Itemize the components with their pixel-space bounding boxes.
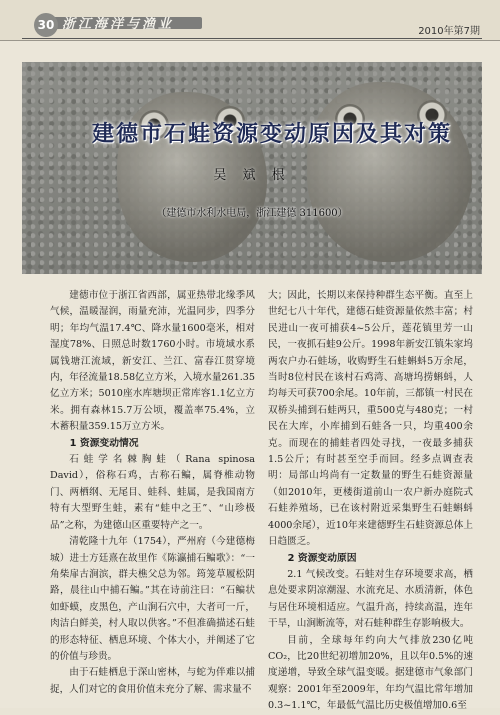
body-paragraph: 大；因此，长期以来保持种群生态平衡。直至上世纪七八十年代，建德石蛙资源量依然丰富；村民进山一夜可捕获4~5公斤，莲花镇里芳一山民，一夜抓石蛙9公斤。1998年新安江镇朱家坞两农户办石蛙场，收购野生石蛙蝌蚪5万余尾，当时8位村民在该村石鸡湾、高塘坞捞蝌蚪，人均每天可获700余尾。10年前，三都镇一村民在双桥头捕到石蛙两只，重500克与480克；一村民在大库，小库捕到石蛙各一只，均重400余克。而现在的捕蛙者四处寻找，一夜最多捕获1.5公斤；有时甚至空手而回。经多点调查表明：局部山坞尚有一定数量的野生石蛙资源量（如2010年，更楼街道前山一农户新办庭院式石蛙养殖场，已在该村附近采集野生石蛙蝌蚪4000余尾），近10年来建德野生石蛙资源总体上日趋匮乏。 xyxy=(268,290,473,548)
body-paragraph: 目前，全球每年约向大气排放230亿吨CO₂，比20世纪初增加20%，且以年0.5%的速度递增，导致全球气温变暖。据建德市气象部门观察：2001年至2009年，年均气温比常年增加0.3~1.1℃，年最低气温比历史极值增加0.6至 xyxy=(268,634,473,712)
page-number-badge: 30 xyxy=(34,13,58,37)
body-column-right xyxy=(268,288,473,715)
body-paragraph: 建德市位于浙江省西部，属亚热带北缘季风气候，温暖湿润，雨量充沛，光温同步，四季分明；年均气温17.4℃、降水量1600毫米，相对湿度78%、日照总时数1760小时。市境域水系属钱塘江流域，新安江、兰江、富春江贯穿境内，年径流量18.58亿立方米，入境水量261.35亿立方米；5010座水库塘坝正常库容1.1亿立方米。拥有森林15.7万公顷，覆盖率75.4%，立木蓄积量359.15万立方米。 xyxy=(50,290,255,433)
issue-label: 2010年第7期 xyxy=(418,26,480,37)
page-header xyxy=(0,0,500,41)
section-heading: 2 资源变动原因 xyxy=(287,552,357,564)
header-divider xyxy=(22,38,482,39)
author-affiliation: （建德市水利水电局，浙江建德 311600） xyxy=(156,208,348,219)
title-banner-photo xyxy=(22,62,482,274)
section-heading: 1 资源变动情况 xyxy=(69,437,139,449)
body-paragraph: 2.1 气候改变。石蛙对生存环境要求高，栖息处要求阴凉潮湿、水流充足、水质清新，体色与居住环境相适应。气温升高，持续高温，连年干旱，山涧断流等，对石蛙种群生存影响极大。 xyxy=(268,568,473,630)
article-author: 吴 斌 根 xyxy=(213,168,291,183)
journal-name: 浙江海洋与渔业 xyxy=(62,17,175,32)
body-paragraph: 石蛙学名棘胸蛙（Rana spinosa David），俗称石鸡，古称石鳊，属脊椎动物门、两栖纲、无尾目、蛙科、蛙属，是我国南方特有大型野生蛙，素有“蛙中之王”、“山珍极品”之称，为建德山区重要特产之一。 xyxy=(50,454,255,531)
body-paragraph: 由于石蛙栖息于深山密林，与蛇为伴难以捕捉，人们对它的食用价值未充分了解、需求量不 xyxy=(50,667,255,695)
article-title: 建德市石蛙资源变动原因及其对策 xyxy=(91,121,452,147)
body-column-left xyxy=(50,288,255,698)
body-paragraph: 清乾隆十九年（1754），严州府（今建德梅城）进士方廷熹在故里作《陈瀛捕石鳊歌》：“一角柴扉古涧滨，群夫樵父总为邻。筠笼草履松阴路，晨往山中捕石鳊。”其在诗前注曰：“石鳊状如虾蟆，皮黑色，产山涧石穴中，大者可一斤，肉洁白鲜美，村人取以供客。”不但准确描述石蛙的形态特征、栖息环境、个体大小，并阐述了它的价值与珍贵。 xyxy=(50,536,255,662)
